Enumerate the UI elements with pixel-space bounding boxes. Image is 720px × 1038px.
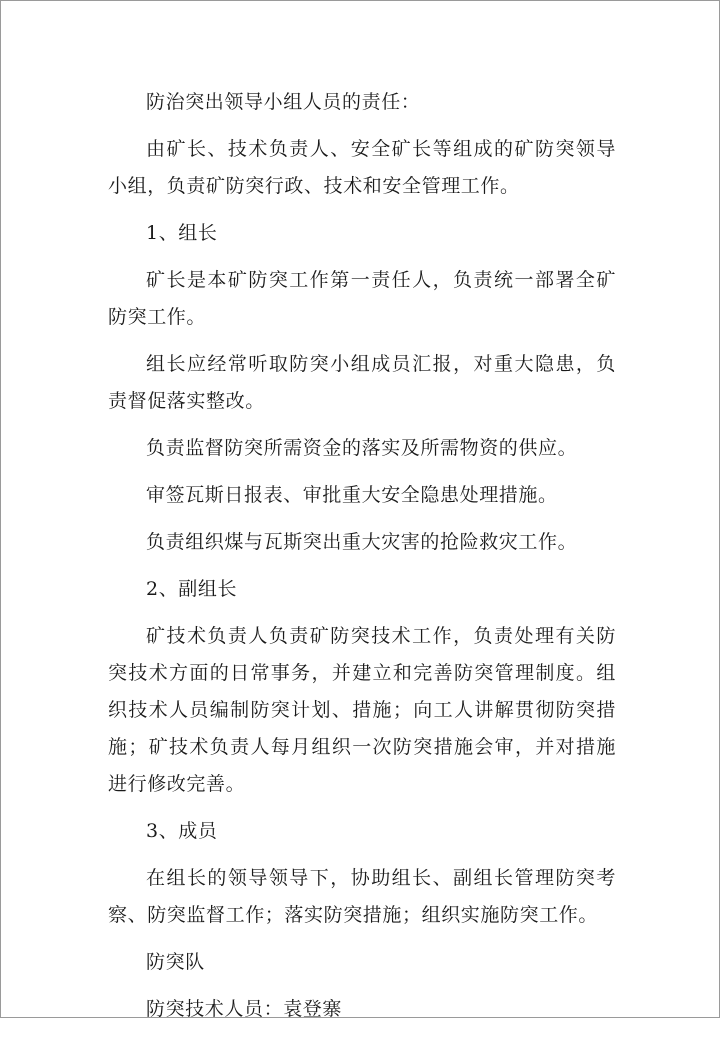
section-heading-deputy: 2、副组长 [146, 578, 238, 600]
section-heading-team: 防突队 [146, 951, 205, 973]
section-heading-leader: 1、组长 [146, 222, 218, 244]
paragraph-technical-staff: 防突技术人员：袁登寨 [146, 998, 343, 1020]
paragraph-leader-approval: 审签瓦斯日报表、审批重大安全隐患处理措施。 [146, 484, 558, 506]
paragraph-leader-reports: 组长应经常听取防突小组成员汇报，对重大隐患，负责督促落实整改。 [108, 353, 616, 412]
paragraph-leadership-group: 由矿长、技术负责人、安全矿长等组成的矿防突领导小组，负责矿防突行政、技术和安全管理工作。 [108, 138, 616, 197]
paragraph-leader-role: 矿长是本矿防突工作第一责任人，负责统一部署全矿防突工作。 [108, 269, 616, 328]
paragraph-deputy-duties: 矿技术负责人负责矿防突技术工作，负责处理有关防突技术方面的日常事务，并建立和完善防突管理制度。组织技术人员编制防突计划、措施；向工人讲解贯彻防突措施；矿技术负责人每月组织一次防突措施会审，并对措施进行修改完善。 [108, 625, 616, 795]
heading-responsibilities: 防治突出领导小组人员的责任： [146, 91, 421, 113]
paragraph-leader-rescue: 负责组织煤与瓦斯突出重大灾害的抢险救灾工作。 [146, 531, 578, 553]
paragraph-leader-funds: 负责监督防突所需资金的落实及所需物资的供应。 [146, 437, 578, 459]
document-body [108, 84, 616, 1038]
section-heading-members: 3、成员 [146, 820, 218, 842]
paragraph-members-duties: 在组长的领导领导下，协助组长、副组长管理防突考察、防突监督工作；落实防突措施；组织实施防突工作。 [108, 867, 616, 926]
